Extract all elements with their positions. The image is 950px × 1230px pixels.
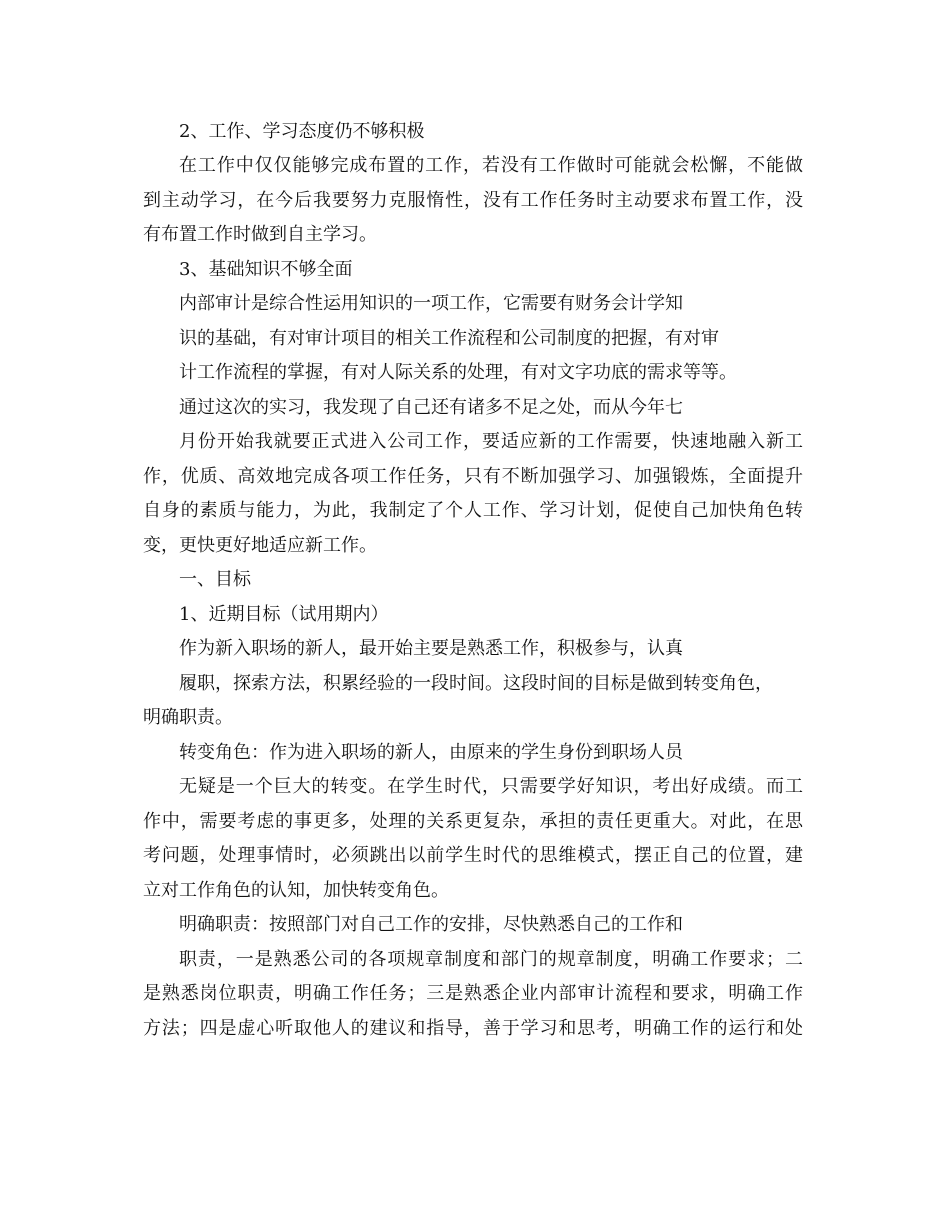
paragraph-line: 变，更快更好地适应新工作。 <box>143 535 377 556</box>
paragraph-line: 无疑是一个巨大的转变。在学生时代，只需要学好知识，考出好成绩。而工 <box>179 776 803 797</box>
heading-near-term-goals: 1、近期目标（试用期内） <box>179 604 389 625</box>
paragraph-line: 自身的素质与能力，为此，我制定了个人工作、学习计划，促使自己加快角色转 <box>143 500 803 521</box>
paragraph-line: 转变角色：作为进入职场的新人，由原来的学生身份到职场人员 <box>179 742 683 763</box>
heading-work-attitude: 2、工作、学习态度仍不够积极 <box>179 121 425 142</box>
paragraph-line: 到主动学习，在今后我要努力克服惰性，没有工作任务时主动要求布置工作，没 <box>143 190 803 211</box>
paragraph-line: 作中，需要考虑的事更多，处理的关系更复杂，承担的责任更重大。对此，在思 <box>143 811 803 832</box>
paragraph-line: 明确职责：按照部门对自己工作的安排，尽快熟悉自己的工作和 <box>179 914 683 935</box>
paragraph-line: 立对工作角色的认知，加快转变角色。 <box>143 880 449 901</box>
paragraph-line: 在工作中仅仅能够完成布置的工作，若没有工作做时可能就会松懈，不能做 <box>179 155 803 176</box>
paragraph-line: 有布置工作时做到自主学习。 <box>143 224 377 245</box>
paragraph-line: 月份开始我就要正式进入公司工作，要适应新的工作需要，快速地融入新工 <box>179 431 803 452</box>
paragraph-line: 通过这次的实习，我发现了自己还有诸多不足之处，而从今年七 <box>179 397 683 418</box>
heading-goals: 一、目标 <box>179 569 251 590</box>
paragraph-line: 方法；四是虚心听取他人的建议和指导，善于学习和思考，明确工作的运行和处 <box>143 1018 803 1039</box>
paragraph-line: 是熟悉岗位职责，明确工作任务；三是熟悉企业内部审计流程和要求，明确工作 <box>143 983 803 1004</box>
paragraph-line: 履职，探索方法，积累经验的一段时间。这段时间的目标是做到转变角色， <box>179 673 773 694</box>
paragraph-line: 考问题，处理事情时，必须跳出以前学生时代的思维模式，摆正自己的位置，建 <box>143 845 803 866</box>
paragraph-line: 识的基础，有对审计项目的相关工作流程和公司制度的把握，有对审 <box>179 328 719 349</box>
paragraph-line: 作为新入职场的新人，最开始主要是熟悉工作，积极参与，认真 <box>179 638 683 659</box>
paragraph-line: 作，优质、高效地完成各项工作任务，只有不断加强学习、加强锻炼，全面提升 <box>143 466 803 487</box>
paragraph-line: 内部审计是综合性运用知识的一项工作，它需要有财务会计学知 <box>179 293 683 314</box>
paragraph-line: 职责，一是熟悉公司的各项规章制度和部门的规章制度，明确工作要求；二 <box>179 949 803 970</box>
paragraph-line: 计工作流程的掌握，有对人际关系的处理，有对文字功底的需求等等。 <box>179 362 737 383</box>
paragraph-line: 明确职责。 <box>143 707 233 728</box>
heading-basic-knowledge: 3、基础知识不够全面 <box>179 259 353 280</box>
